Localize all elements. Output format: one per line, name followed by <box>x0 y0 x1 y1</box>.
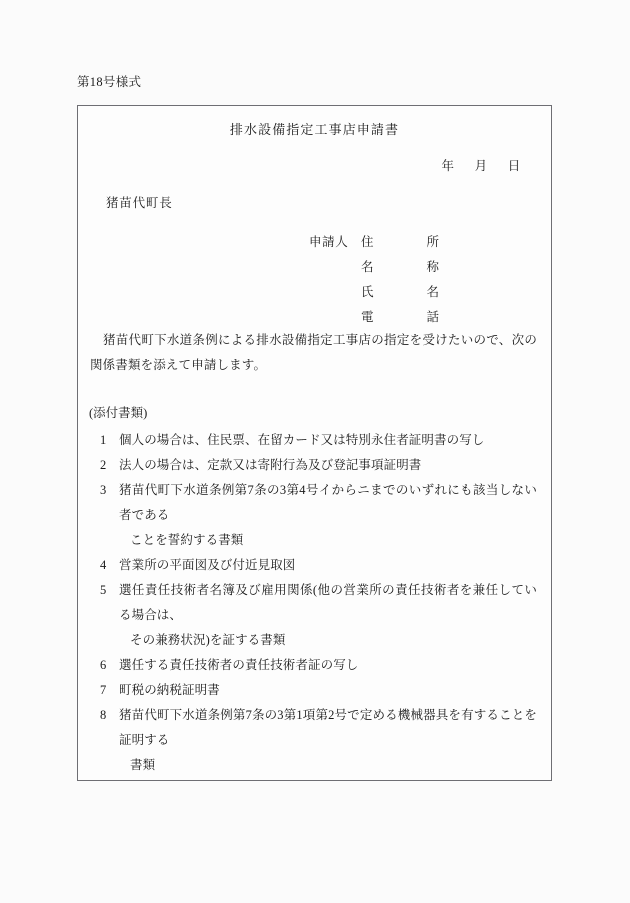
applicant-block <box>309 232 439 332</box>
list-item-number: 4 <box>100 558 107 572</box>
applicant-field-telephone <box>361 307 439 325</box>
applicant-address-char1: 住 <box>361 235 374 249</box>
document-body <box>78 106 551 780</box>
list-item-text <box>119 703 537 778</box>
list-item-line1: 選任する責任技術者の責任技術者証の写し <box>119 658 359 672</box>
applicant-address-char2: 所 <box>426 235 439 249</box>
applicant-telephone-char2: 話 <box>426 310 439 324</box>
list-item-text <box>119 553 537 578</box>
applicant-entity-name-char2: 称 <box>426 260 439 274</box>
document-frame <box>77 105 552 781</box>
applicant-entity-name-char1: 名 <box>361 260 374 274</box>
list-item <box>89 653 537 678</box>
list-item-text <box>119 428 537 453</box>
date-line <box>433 156 529 174</box>
list-item-line1: 個人の場合は、住民票、在留カード又は特別永住者証明書の写し <box>119 433 485 447</box>
addressee-line: 猪苗代町長 <box>106 196 173 210</box>
list-item <box>89 678 537 703</box>
applicant-personal-name-char1: 氏 <box>361 285 374 299</box>
list-item-text <box>119 653 537 678</box>
date-day-label: 日 <box>507 159 521 173</box>
list-item-number: 7 <box>100 683 107 697</box>
list-item-line1: 営業所の平面図及び付近見取図 <box>119 558 296 572</box>
list-item-line1: 町税の納税証明書 <box>119 683 220 697</box>
list-item-line2: その兼務状況)を証する書類 <box>130 633 286 647</box>
list-item <box>89 703 537 778</box>
applicant-row-address <box>309 232 439 257</box>
list-item <box>89 578 537 653</box>
list-item-line2: 書類 <box>130 758 156 772</box>
list-item <box>89 478 537 553</box>
applicant-field-address <box>361 232 439 250</box>
list-item-number: 1 <box>100 433 107 447</box>
list-item <box>89 553 537 578</box>
applicant-field-entity-name <box>361 257 439 275</box>
list-item-number: 3 <box>100 483 107 497</box>
date-month-label: 月 <box>474 159 488 173</box>
list-item-line1: 猪苗代町下水道条例第7条の3第1項第2号で定める機械器具を有することを証明する <box>119 708 537 747</box>
list-item-number: 8 <box>100 708 107 722</box>
applicant-label: 申請人 <box>309 235 349 249</box>
applicant-personal-name-char2: 名 <box>426 285 439 299</box>
attachments-heading: (添付書類) <box>89 406 148 420</box>
list-item-line1: 猪苗代町下水道条例第7条の3第4号イからニまでのいずれにも該当しない者である <box>119 483 537 522</box>
form-number-label: 第18号様式 <box>77 75 142 89</box>
list-item-text <box>119 478 537 553</box>
list-item <box>89 428 537 453</box>
list-item-text <box>119 678 537 703</box>
date-year-label: 年 <box>441 159 454 173</box>
document-title: 排水設備指定工事店申請書 <box>229 122 400 137</box>
list-item-text <box>119 578 537 653</box>
body-paragraph: 猪苗代町下水道条例による排水設備指定工事店の指定を受けたいので、次の関係書類を添えて申請します。 <box>90 333 537 372</box>
applicant-row-personal-name <box>309 282 439 307</box>
list-item-line1: 選任責任技術者名簿及び雇用関係(他の営業所の責任技術者を兼任している場合は、 <box>119 583 537 622</box>
attachments-list <box>89 428 537 778</box>
list-item-number: 6 <box>100 658 107 672</box>
applicant-row-name-of-entity <box>309 257 439 282</box>
list-item-number: 2 <box>100 458 107 472</box>
list-item-line2: ことを誓約する書類 <box>130 533 244 547</box>
list-item-line1: 法人の場合は、定款又は寄附行為及び登記事項証明書 <box>119 458 422 472</box>
applicant-field-personal-name <box>361 282 439 300</box>
list-item-number: 5 <box>100 583 107 597</box>
applicant-telephone-char1: 電 <box>361 310 374 324</box>
list-item-text <box>119 453 537 478</box>
list-item <box>89 453 537 478</box>
